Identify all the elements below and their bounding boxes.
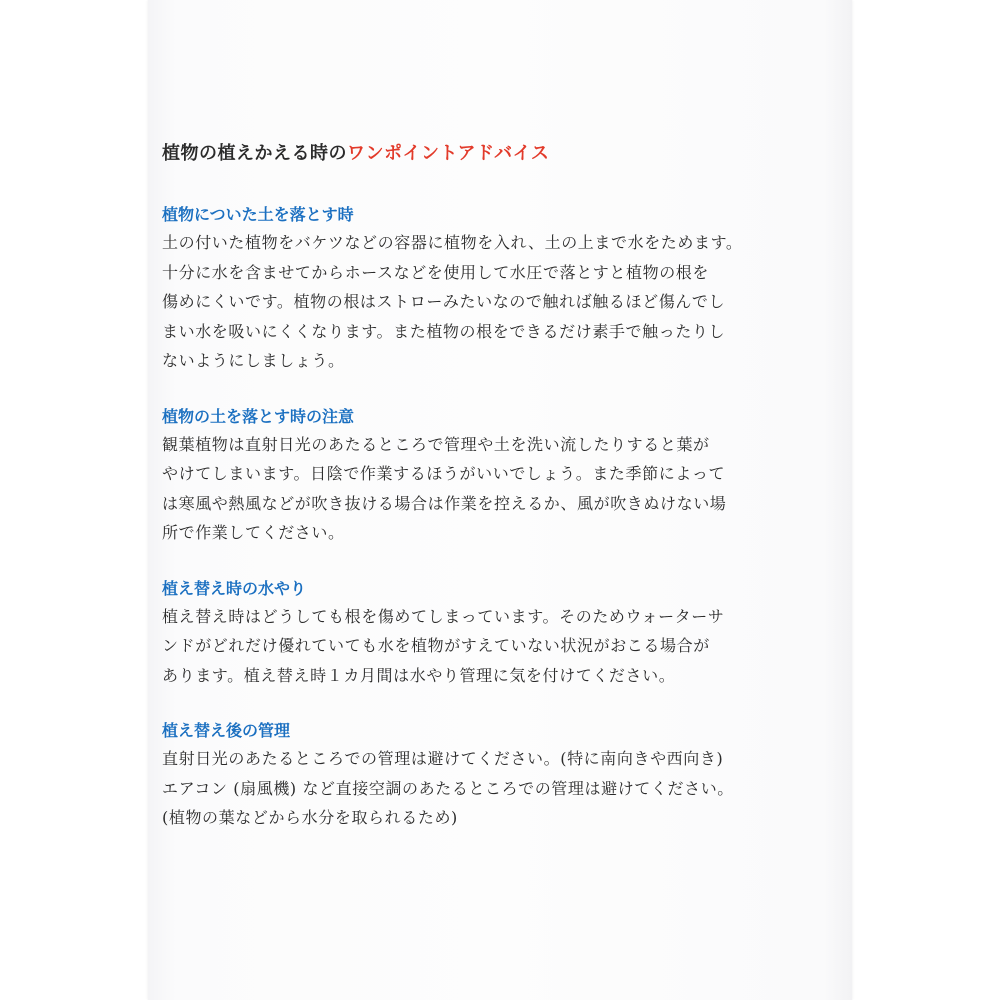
section-watering	[162, 576, 802, 691]
document-title	[162, 140, 802, 168]
body-line: ンドがどれだけ優れていても水を植物がすえていない状況がおこる場合が	[162, 636, 710, 655]
section-heading: 植物の土を落とす時の注意	[162, 406, 355, 426]
body-line: まい水を吸いにくくなります。また植物の根をできるだけ素手で触ったりし	[162, 321, 726, 341]
section-remove-soil	[162, 202, 802, 376]
section-heading: 植え替え時の水やり	[162, 578, 307, 598]
section-heading: 植え替え後の管理	[162, 721, 291, 740]
body-line: 十分に水を含ませてからホースなどを使用して水圧で落とすと植物の根を	[162, 262, 710, 282]
body-line: やけてしまいます。日陰で作業するほうがいいでしょう。また季節によって	[162, 464, 726, 483]
body-line: あります。植え替え時１カ月間は水やり管理に気を付けてください。	[162, 665, 676, 685]
body-line: は寒風や熱風などが吹き抜ける場合は作業を控えるか、風が吹きぬけない場	[162, 493, 727, 513]
section-soil-caution	[162, 404, 802, 548]
body-line: (植物の葉などから水分を取られるため)	[162, 808, 458, 827]
title-main: 植物の植えかえる時の	[162, 143, 347, 164]
body-line: 土の付いた植物をバケツなどの容器に植物を入れ、土の上まで水をためます。	[162, 233, 743, 252]
document	[162, 140, 802, 833]
body-line: 植え替え時はどうしても根を傷めてしまっています。そのためウォーターサ	[162, 606, 725, 626]
body-line: エアコン (扇風機) など直接空調のあたるところでの管理は避けてください。	[162, 778, 734, 798]
body-line: 所で作業してください。	[162, 523, 345, 542]
section-heading: 植物についた土を落とす時	[162, 205, 354, 224]
title-accent: ワンポイントアドバイス	[347, 143, 550, 164]
body-line: 傷めにくいです。植物の根はストローみたいなので触れば触るほど傷んでし	[162, 292, 726, 311]
body-line: 直射日光のあたるところでの管理は避けてください。(特に南向きや西向き)	[162, 749, 724, 768]
section-after-care	[162, 718, 802, 833]
body-line: ないようにしましょう。	[162, 351, 345, 370]
body-line: 観葉植物は直射日光のあたるところで管理や土を洗い流したりすると葉が	[162, 434, 710, 454]
